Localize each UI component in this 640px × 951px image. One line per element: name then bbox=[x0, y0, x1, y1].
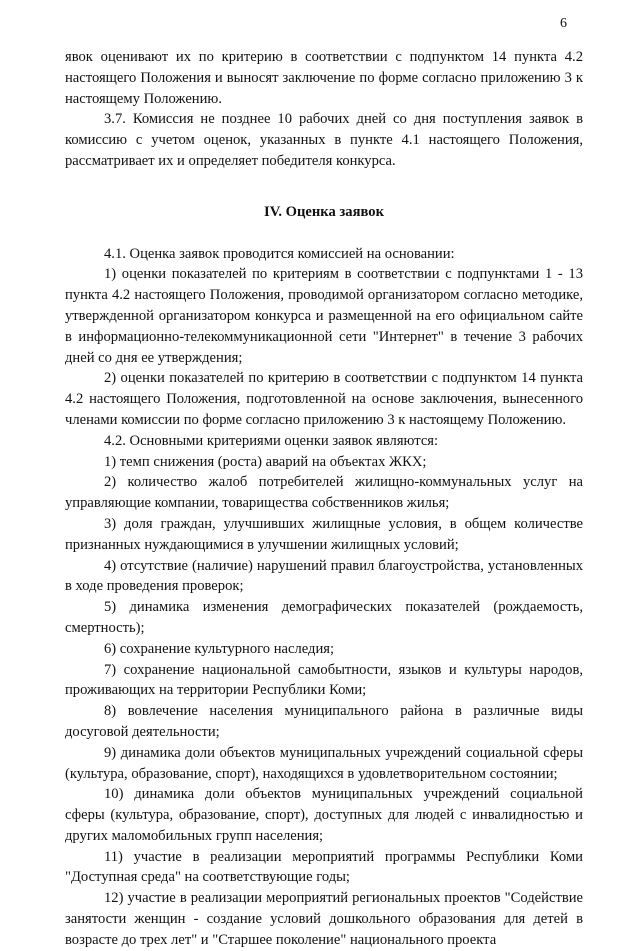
criterion-12: 12) участие в реализации мероприятий региональных проектов "Содействие занятости женщин - создание условий дошкольного образования для детей в возрасте до трех лет" и "Старшее поколение" национального проекта bbox=[65, 890, 583, 948]
criterion-3: 3) доля граждан, улучшивших жилищные условия, в общем количестве признанных нуждающимися в улучшении жилищных условий; bbox=[65, 515, 583, 553]
criterion-6: 6) сохранение культурного наследия; bbox=[104, 640, 335, 657]
criterion-4: 4) отсутствие (наличие) нарушений правил благоустройства, установленных в ходе проведения проверок; bbox=[65, 557, 583, 595]
page-number: 6 bbox=[560, 16, 567, 31]
section-heading: IV. Оценка заявок bbox=[264, 203, 384, 220]
paragraph-continuation: явок оценивают их по критерию в соответствии с подпунктом 14 пункта 4.2 настоящего Положения и выносят заключение по форме согласно приложению 3 к настоящему Положению. bbox=[65, 49, 583, 107]
criterion-2: 2) количество жалоб потребителей жилищно-коммунальных услуг на управляющие компании, товарищества собственников жилья; bbox=[65, 474, 583, 512]
paragraph-4-1: 4.1. Оценка заявок проводится комиссией на основании: bbox=[104, 245, 455, 262]
paragraph-3-7: 3.7. Комиссия не позднее 10 рабочих дней со дня поступления заявок в комиссию с учетом оценок, указанных в пункте 4.1 настоящего Положения, рассматривает их и определяет победителя конкурса. bbox=[65, 111, 583, 169]
document-body bbox=[65, 47, 583, 951]
criterion-9: 9) динамика доли объектов муниципальных учреждений социальной сферы (культура, образование, спорт), находящихся в удовлетворительном состоянии; bbox=[65, 744, 583, 782]
criterion-11: 11) участие в реализации мероприятий программы Республики Коми "Доступная среда" на соответствующие годы; bbox=[65, 848, 583, 886]
criterion-8: 8) вовлечение населения муниципального района в различные виды досуговой деятельности; bbox=[65, 703, 583, 740]
criterion-10: 10) динамика доли объектов муниципальных учреждений социальной сферы (культура, образование, спорт), доступных для людей с инвалидностью и других маломобильных групп населения; bbox=[65, 786, 583, 844]
paragraph-4-1-item-2: 2) оценки показателей по критерию в соответствии с подпунктом 14 пункта 4.2 настоящего Положения, подготовленной на основе заключения, вынесенного членами комиссии по форме согласно приложению 3 к настоящему Положению. bbox=[65, 370, 583, 428]
paragraph-4-2: 4.2. Основными критериями оценки заявок являются: bbox=[104, 432, 439, 449]
criterion-7: 7) сохранение национальной самобытности, языков и культуры народов, проживающих на территории Республики Коми; bbox=[65, 661, 583, 699]
paragraph-4-1-item-1: 1) оценки показателей по критериям в соответствии с подпунктами 1 - 13 пункта 4.2 настоящего Положения, проводимой организатором согласно методике, утвержденной организатором конкурса и размещенной на его официальном сайте в информационно-телекоммуникационной сети "Интернет" в течение 3 рабочих дней со дня ее утверждения; bbox=[65, 266, 583, 366]
criterion-1: 1) темп снижения (роста) аварий на объектах ЖКХ; bbox=[104, 453, 427, 470]
criterion-5: 5) динамика изменения демографических показателей (рождаемость, смертность); bbox=[65, 599, 583, 636]
